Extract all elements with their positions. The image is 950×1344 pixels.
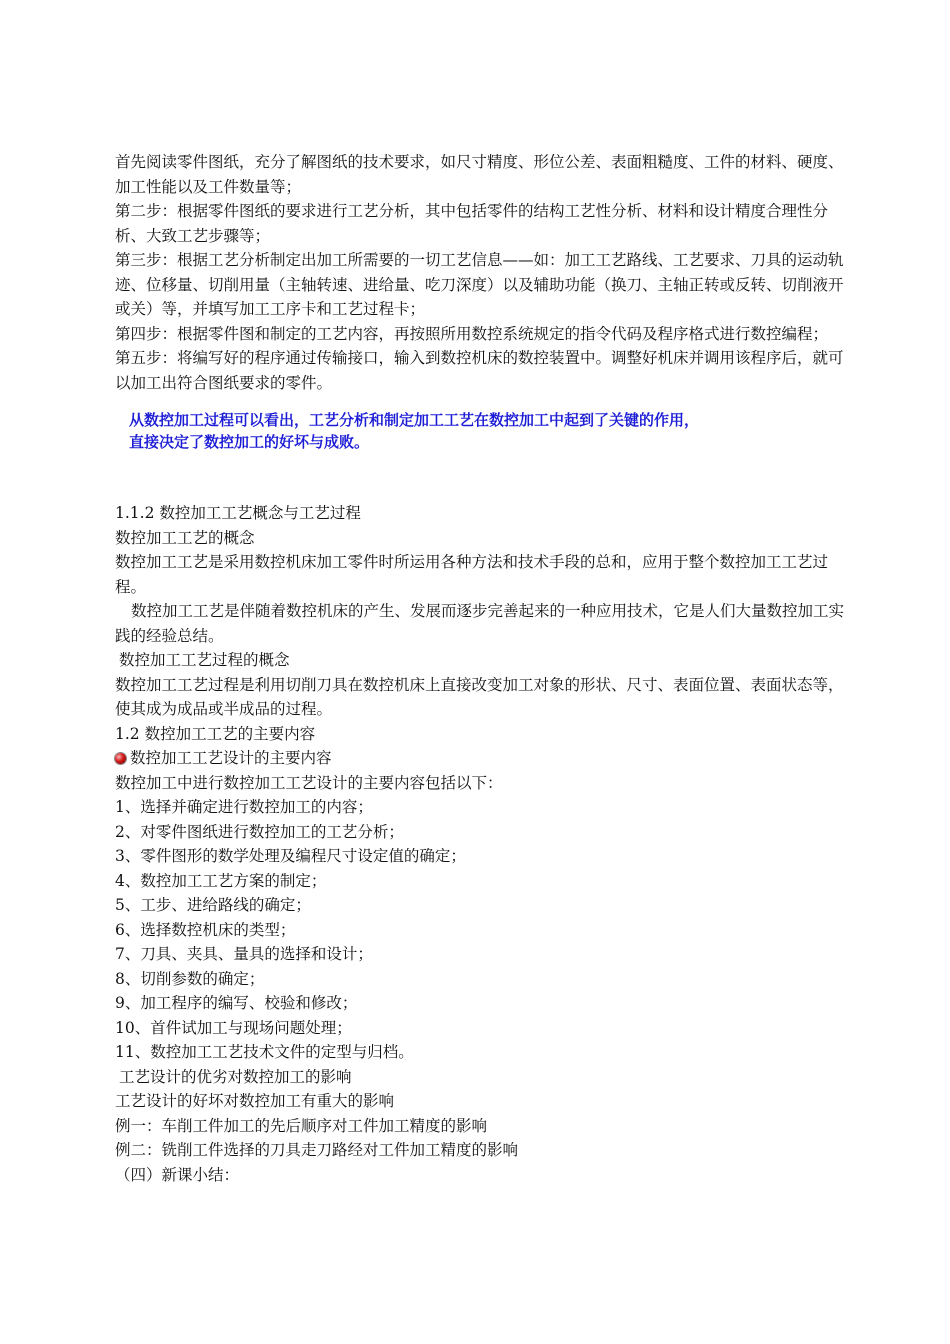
intro-step-3: 第三步：根据工艺分析制定出加工所需要的一切工艺信息——如：加工工艺路线、工艺要求、刀具的运动轨迹、位移量、切削用量（主轴转速、进给量、吃刀深度）以及辅助功能（换刀、主轴正转或反转、切削液开或关）等，并填写加工工序卡和工艺过程卡； bbox=[115, 251, 844, 318]
list-item: 2、对零件图纸进行数控加工的工艺分析； bbox=[115, 822, 404, 841]
list-item: 8、切削参数的确定； bbox=[115, 969, 265, 988]
document-page bbox=[115, 150, 855, 1187]
paragraph-process: 数控加工工艺过程是利用切削刀具在数控机床上直接改变加工对象的形状、尺寸、表面位置、表面状态等，使其成为成品或半成品的过程。 bbox=[115, 675, 844, 718]
paragraph-impact: 工艺设计的好坏对数控加工有重大的影响 bbox=[115, 1092, 395, 1110]
summary-heading: （四）新课小结： bbox=[115, 1165, 240, 1184]
example-two: 例二：铣削工件选择的刀具走刀路经对工件加工精度的影响 bbox=[115, 1141, 519, 1159]
list-item: 9、加工程序的编写、校验和修改； bbox=[115, 994, 358, 1012]
highlight-note: 从数控加工过程可以看出，工艺分析和制定加工工艺在数控加工中起到了关键的作用，直接决定了数控加工的好坏与成败。 bbox=[129, 411, 700, 451]
bullet-heading bbox=[115, 746, 855, 771]
intro-step-4: 第四步：根据零件图和制定的工艺内容，再按照所用数控系统规定的指令代码及程序格式进行数控编程； bbox=[115, 324, 829, 343]
paragraph-concept-1: 数控加工工艺是采用数控机床加工零件时所运用各种方法和技术手段的总和，应用于整个数控加工工艺过程。 bbox=[115, 553, 829, 596]
intro-step-2: 第二步：根据零件图纸的要求进行工艺分析，其中包括零件的结构工艺性分析、材料和设计精度合理性分析、大致工艺步骤等； bbox=[115, 202, 829, 245]
red-ball-bullet-icon bbox=[115, 753, 126, 764]
list-item: 10、首件试加工与现场问题处理； bbox=[115, 1018, 352, 1037]
section-heading-1-1-2: 1.1.2 数控加工工艺概念与工艺过程 bbox=[115, 504, 361, 522]
content-lead: 数控加工中进行数控加工工艺设计的主要内容包括以下： bbox=[115, 773, 503, 792]
spacer bbox=[115, 453, 855, 501]
list-item: 1、选择并确定进行数控加工的内容； bbox=[115, 798, 373, 816]
intro-step-1: 首先阅读零件图纸，充分了解图纸的技术要求，如尺寸精度、形位公差、表面粗糙度、工件的材料、硬度、加工性能以及工件数量等； bbox=[115, 153, 844, 196]
subheading-concept: 数控加工工艺的概念 bbox=[115, 528, 255, 547]
list-item: 7、刀具、夹具、量具的选择和设计； bbox=[115, 945, 373, 963]
list-item: 3、零件图形的数学处理及编程尺寸设定值的确定； bbox=[115, 847, 466, 865]
list-item: 11、数控加工工艺技术文件的定型与归档。 bbox=[115, 1043, 414, 1061]
list-item: 6、选择数控机床的类型； bbox=[115, 920, 296, 939]
list-item: 5、工步、进给路线的确定； bbox=[115, 896, 311, 914]
paragraph-concept-2: 数控加工工艺是伴随着数控机床的产生、发展而逐步完善起来的一种应用技术，它是人们大量数控加工实践的经验总结。 bbox=[115, 602, 845, 645]
intro-step-5: 第五步：将编写好的程序通过传输接口，输入到数控机床的数控装置中。调整好机床并调用该程序后，就可以加工出符合图纸要求的零件。 bbox=[115, 349, 844, 392]
subheading-impact: 工艺设计的优劣对数控加工的影响 bbox=[119, 1067, 352, 1086]
example-one: 例一：车削工件加工的先后顺序对工件加工精度的影响 bbox=[115, 1116, 488, 1135]
section-heading-1-2: 1.2 数控加工工艺的主要内容 bbox=[115, 724, 316, 743]
subheading-process: 数控加工工艺过程的概念 bbox=[119, 651, 290, 669]
list-item: 4、数控加工工艺方案的制定； bbox=[115, 871, 327, 890]
bullet-heading-text: 数控加工工艺设计的主要内容 bbox=[130, 749, 332, 767]
